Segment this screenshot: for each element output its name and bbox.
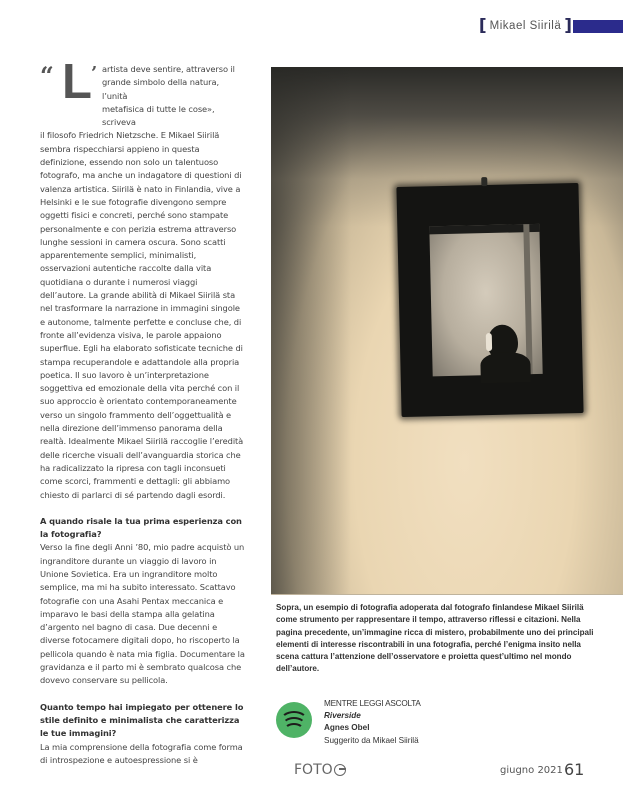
bracket-open: [ <box>478 16 487 36</box>
article-body <box>40 55 245 767</box>
bracket-close: ] <box>564 16 572 36</box>
article-photo <box>271 67 623 595</box>
suggested-by: Suggerito da Mikael Siirilä <box>324 735 419 745</box>
issue-date: giugno 2021 <box>500 765 563 776</box>
intro-line: artista deve sentire, attraverso il <box>102 64 235 74</box>
photo-caption: Sopra, un esempio di fotografia adoperata dal fotografo finlandese Mikael Siirilä come strumento per rappresentare il tempo, attraverso riflessi e citazioni. Nella pagina precedente, un’immagine ricca di mistero, probabilmente uno dei principali elementi di interesse riscontrabili in una fotografia, perché l’enigma insito nella scena cattura l’attenzione dell’osservatore e proietta quest’ultimo nel mondo dell’autore. <box>276 603 594 674</box>
drop-cap-letter: L <box>62 55 92 109</box>
apostrophe-mark: ’ <box>91 63 98 84</box>
magazine-logo-text: FOTO <box>294 762 333 778</box>
silhouette-body <box>480 352 531 383</box>
intro-line: metafisica di tutte le cose», scriveva <box>102 103 215 128</box>
interview-answer: La mia comprensione della fotografia come forma di introspezione e autoespressione si è <box>40 741 243 765</box>
mirror-reflected-door <box>523 224 532 374</box>
section-name: Mikael Siirilä <box>489 20 562 32</box>
song-artist: Agnes Obel <box>324 723 370 733</box>
silhouette-face-highlight <box>486 333 492 351</box>
intro-paragraph: il filosofo Friedrich Nietzsche. E Mikael Siirilä sembra rispecchiarsi appieno in questa definizione, essendo non solo un talentuoso fotografo, ma anche un indagatore di questioni di valenza artistica. Siirilä è nato in Finlandia, vive a Helsinki e le sue fotografie divengono sempre oggetti fisici e concreti, perché sono stampate personalmente e con perizia estrema attraverso lunghe sessioni in camera oscura. Sono scatti apparentemente semplici, minimalisti, osservazioni autentiche raccolte dalla vita quotidiana o durante i numerosi viaggi dell’autore. La grande abilità di Mikael Siirilä sta nel trasformare la narrazione in immagini singole e autonome, talmente perfette e concluse che, di fronte all’evidenza visiva, le parole appaiono superflue. Egli ha elaborato sofisticate tecniche di stampa recuperandole e adattandole alla propria poetica. Il suo lavoro è un’interpretazione soggettiva ed emozionale della vita perché con il suo approccio è orientato contemporaneamente verso un singolo frammento dell’oggettualità e nella direzione dell’immenso panorama della realtà. Idealmente Mikael Siirilä raccoglie l’eredità delle ricerche visuali dell’avanguardia storica che ha radicalizzato la ripresa con tagli inconsueti come scorci, frammenti e dettagli: gli abbiamo chiesto di parlarci di sé partendo dagli esordi. <box>40 130 244 500</box>
spotify-icon[interactable] <box>276 702 312 738</box>
section-header-tag <box>479 17 623 35</box>
mirror-glass <box>429 224 542 376</box>
listen-box-text <box>324 698 421 747</box>
song-title: Riverside <box>324 711 361 721</box>
interview-answer: Verso la fine degli Anni ’80, mio padre acquistò un ingranditore durante un viaggio di lavoro in Unione Sovietica. Era un ingranditore molto semplice, ma mi ha subito interessato. Scattavo fotografie con una Asahi Pentax meccanica e imparavo le basi della stampa alla gelatina d’argento nel bagno di casa. Due decenni e diverse fotocamere digitali dopo, ho riscoperto la pellicola quando è nata mia figlia. Documentare la gravidanza e il parto mi è sembrato qualcosa che dovevo conservare su pellicola. <box>40 542 245 686</box>
spotify-wave <box>284 723 304 737</box>
photo-wall-vignette <box>271 67 351 594</box>
interview-question: A quando risale la tua prima esperienza con la fotografia? <box>40 515 242 540</box>
page-number: 61 <box>564 760 585 779</box>
listen-box <box>276 698 421 747</box>
article-intro <box>40 55 245 129</box>
frame-nail <box>481 177 487 186</box>
open-quote-mark: “ <box>40 61 54 90</box>
listen-label: MENTRE LEGGI ASCOLTA <box>324 699 421 708</box>
header-accent-bar <box>573 20 623 33</box>
intro-line: grande simbolo della natura, l’unità <box>102 77 219 101</box>
logo-arrow-icon <box>334 764 346 776</box>
mirror-frame <box>396 183 583 417</box>
magazine-logo <box>294 762 346 778</box>
interview-question: Quanto tempo hai impiegato per ottenere lo stile definito e minimalista che caratterizza le tue immagini? <box>40 701 244 739</box>
